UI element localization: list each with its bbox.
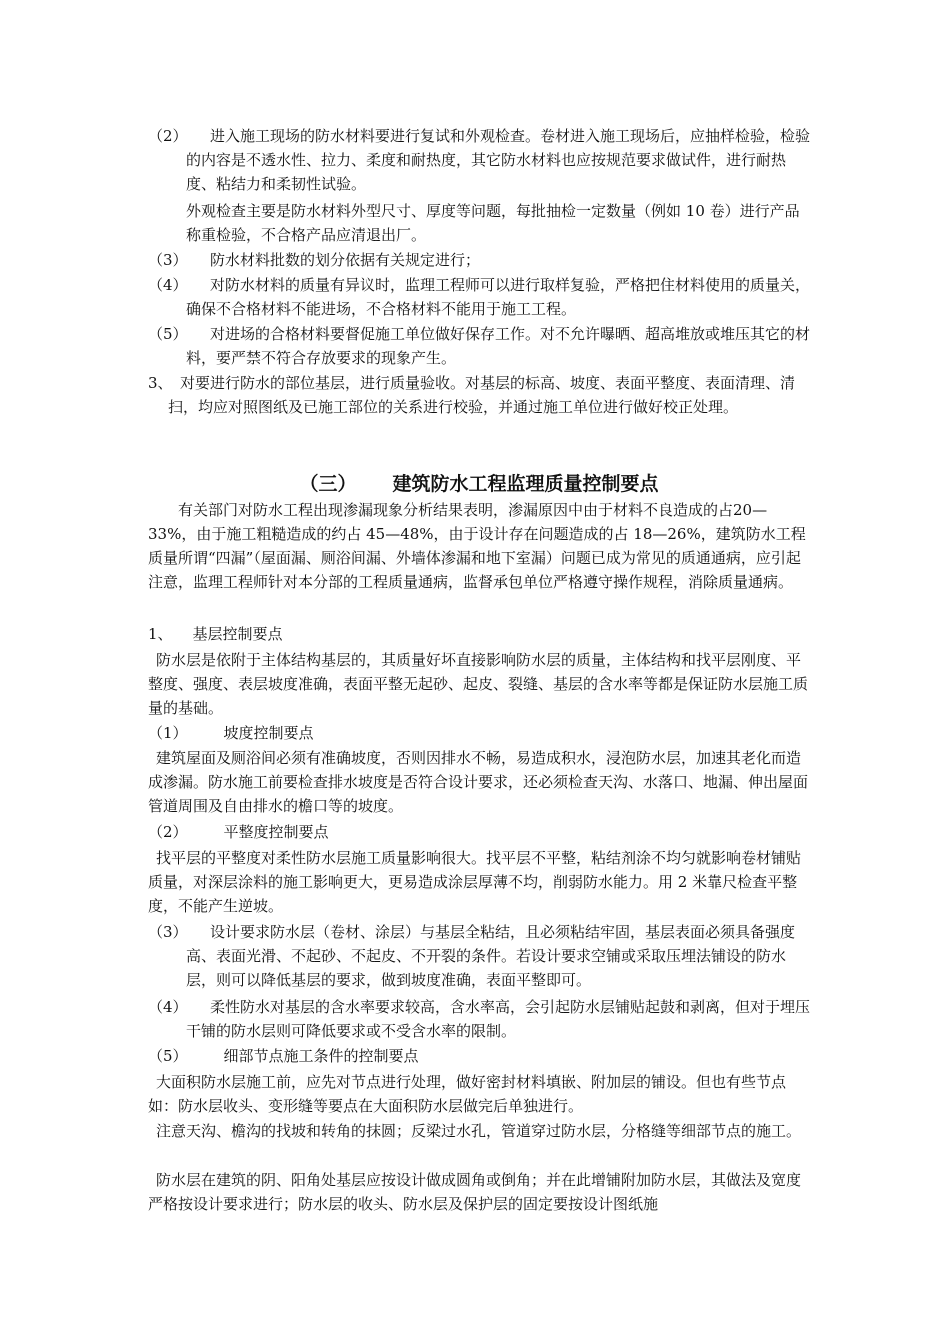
section-title: 建筑防水工程监理质量控制要点 xyxy=(392,473,659,495)
list-text: 进入施工现场的防水材料要进行复试和外观检查。卷材进入施工现场后，应抽样检验，检验的内容是不透水性、拉力、柔度和耐热度，其它防水材料也应按规范要求做试件，进行耐热度、粘结力和柔韧性试验。 xyxy=(186,127,811,193)
subheading-1 xyxy=(148,622,810,646)
detail-paragraph-2: 注意天沟、檐沟的找坡和转角的抹圆；反梁过水孔，管道穿过防水层，分格缝等细部节点的施工。 xyxy=(156,1122,802,1140)
subheading-title: 坡度控制要点 xyxy=(223,724,314,742)
list-text: 对要进行防水的部位基层，进行质量验收。对基层的标高、坡度、表面平整度、表面清理、清扫，均应对照图纸及已施工部位的关系进行校验，并通过施工单位进行做好校正处理。 xyxy=(168,374,796,416)
list-item-2 xyxy=(148,124,810,196)
list-number: （3） xyxy=(148,923,188,941)
list-text: 对防水材料的质量有异议时，监理工程师可以进行取样复验，严格把住材料使用的质量关，确保不合格材料不能进场，不合格材料不能用于施工工程。 xyxy=(186,276,811,318)
list-item-3 xyxy=(148,248,810,272)
list-text: 柔性防水对基层的含水率要求较高，含水率高，会引起防水层铺贴起鼓和剥离，但对于埋压干铺的防水层则可降低要求或不受含水率的限制。 xyxy=(186,998,811,1040)
list-number: 3、 xyxy=(148,374,173,392)
subheading-number: （2） xyxy=(148,823,188,841)
flatness-paragraph: 找平层的平整度对柔性防水层施工质量影响很大。找平层不平整，粘结剂涂不均匀就影响卷材铺贴质量，对深层涂料的施工影响更大，更易造成涂层厚薄不均，削弱防水能力。用 2 米靠尺检查平整度，不能产生逆坡。 xyxy=(148,849,802,915)
subheading-detail xyxy=(148,1044,810,1068)
subheading-number: 1、 xyxy=(148,625,173,643)
subheading-flatness xyxy=(148,820,810,844)
detail-paragraph-1: 大面积防水层施工前，应先对节点进行处理，做好密封材料填嵌、附加层的铺设。但也有些节点如：防水层收头、变形缝等要点在大面积防水层做完后单独进行。 xyxy=(148,1073,787,1115)
list-item-section-3 xyxy=(148,371,810,419)
list-item-base-4 xyxy=(148,995,810,1043)
section-heading xyxy=(148,470,810,498)
intro-paragraph: 有关部门对防水工程出现渗漏现象分析结果表明，渗漏原因中由于材料不良造成的占20—33%，由于施工粗糙造成的约占 45—48%，由于设计存在问题造成的占 18—26%，建筑防水工程质量所谓“四漏”（屋面漏、厕浴间漏、外墙体渗漏和地下室漏）问题已成为常见的质通通病，应引起注意，监理工程师针对本分部的工程质量通病，监督承包单位严格遵守操作规程，消除质量通病。 xyxy=(148,501,806,591)
subheading-number: （5） xyxy=(148,1047,188,1065)
subheading-title: 基层控制要点 xyxy=(192,625,283,643)
list-text: 设计要求防水层（卷材、涂层）与基层全粘结，且必须粘结牢固，基层表面必须具备强度高、表面光滑、不起砂、不起皮、不开裂的条件。若设计要求空铺或采取压埋法铺设的防水层，则可以降低基层的要求，做到坡度准确，表面平整即可。 xyxy=(186,923,796,989)
slope-paragraph: 建筑屋面及厕浴间必须有准确坡度，否则因排水不畅，易造成积水，浸泡防水层，加速其老化而造成渗漏。防水施工前要检查排水坡度是否符合设计要求，还必须检查天沟、水落口、地漏、伸出屋面管道周围及自由排水的檐口等的坡度。 xyxy=(148,749,809,815)
detail-paragraph-3: 防水层在建筑的阴、阳角处基层应按设计做成圆角或倒角；并在此增铺附加防水层，其做法及宽度严格按设计要求进行；防水层的收头、防水层及保护层的固定要按设计图纸施 xyxy=(148,1171,802,1213)
section-number: （三） xyxy=(299,473,357,495)
list-item-4 xyxy=(148,273,810,321)
subheading-slope xyxy=(148,721,810,745)
list-text: 对进场的合格材料要督促施工单位做好保存工作。对不允许曝晒、超高堆放或堆压其它的材料，要严禁不符合存放要求的现象产生。 xyxy=(186,325,811,367)
list-item-2-continuation: 外观检查主要是防水材料外型尺寸、厚度等问题，每批抽检一定数量（例如 10 卷）进行产品称重检验，不合格产品应清退出厂。 xyxy=(186,202,800,244)
base-paragraph: 防水层是依附于主体结构基层的，其质量好坏直接影响防水层的质量，主体结构和找平层刚度、平整度、强度、表层坡度准确，表面平整无起砂、起皮、裂缝、基层的含水率等都是保证防水层施工质量的基础。 xyxy=(148,651,809,717)
list-number: （5） xyxy=(148,325,188,343)
list-item-5 xyxy=(148,322,810,370)
list-number: （4） xyxy=(148,276,188,294)
subheading-title: 平整度控制要点 xyxy=(223,823,329,841)
list-number: （2） xyxy=(148,127,188,145)
list-number: （3） xyxy=(148,251,188,269)
subheading-title: 细部节点施工条件的控制要点 xyxy=(223,1047,419,1065)
list-number: （4） xyxy=(148,998,188,1016)
subheading-number: （1） xyxy=(148,724,188,742)
list-text: 防水材料批数的划分依据有关规定进行； xyxy=(210,251,481,269)
list-item-base-3 xyxy=(148,920,810,992)
